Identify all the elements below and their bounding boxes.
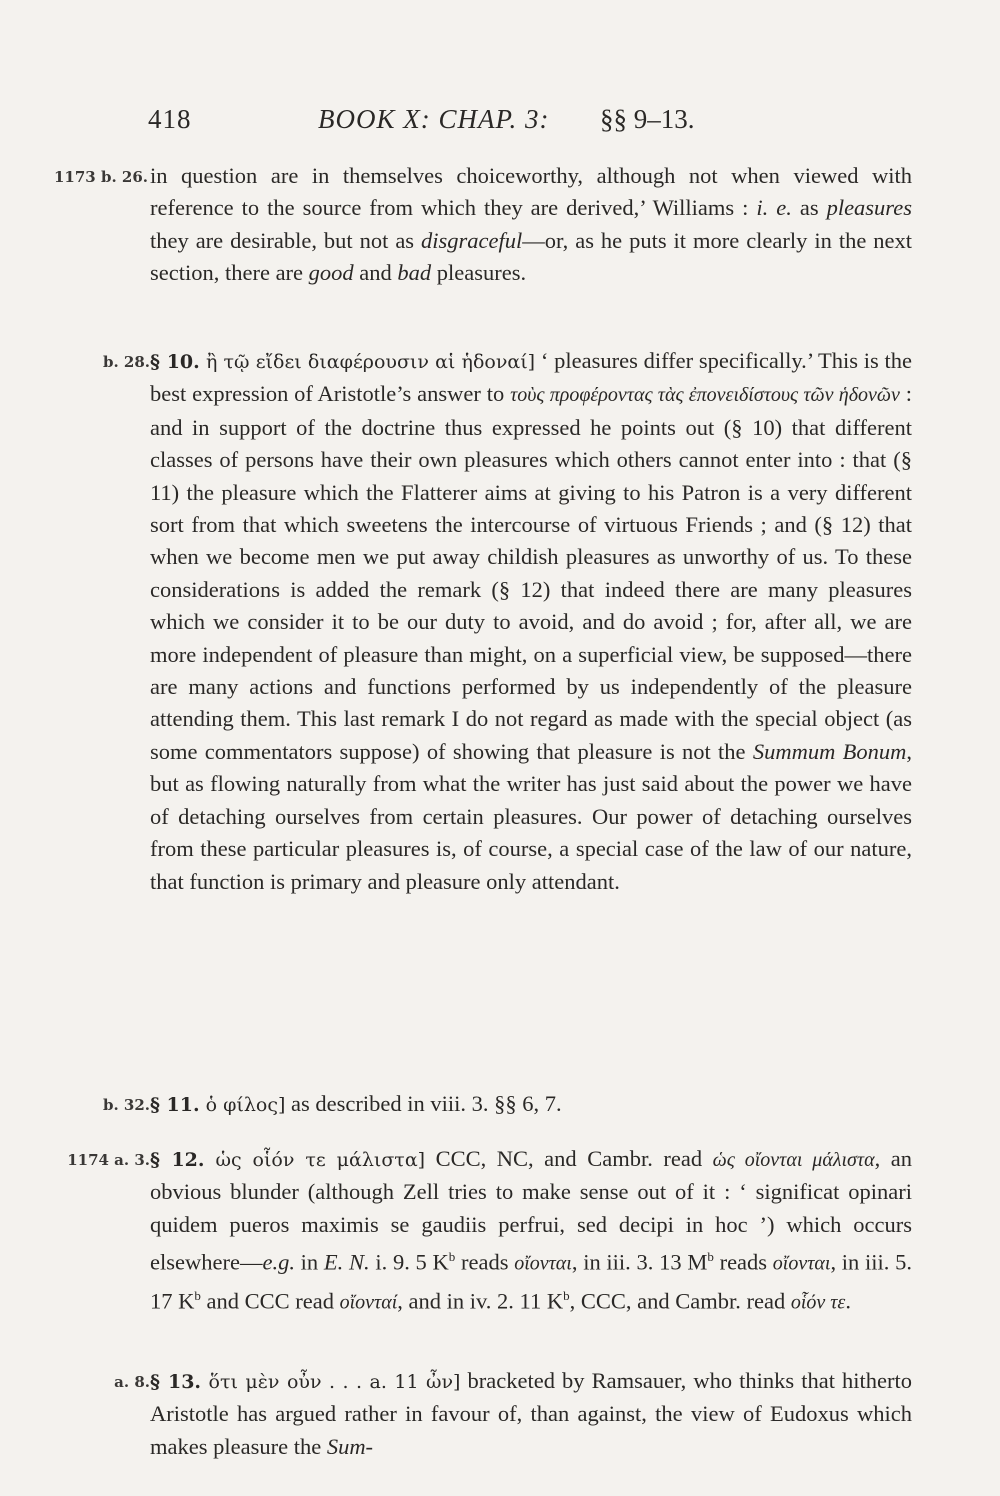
book-chapter-title: BOOK X: CHAP. 3:: [318, 104, 550, 134]
running-header: [148, 104, 748, 144]
page-number: 418: [148, 104, 192, 134]
note-text: § 12. ὡς οἷόν τε μάλιστα] CCC, NC, and Cambr. read ὡς οἴονται μάλιστα, an obvious blunder (although Zell tries to make sense out of it : ‘ significat opinari quidem pueros maximis se gaudiis perfrui, sed decipi in hoc ’) which occurs elsewhere—e.g. in E. N. i. 9. 5 $K^b$ reads οἴονται, in iii. 3. 13 $M^b$ reads οἴονται, in iii. 5. 17 $K^b$ and CCC read οἴονταί, and in iv. 2. 11 $K^b$, CCC, and Cambr. read οἷόν τε.: [150, 1146, 912, 1314]
line-reference: 1173 b. 26.: [54, 168, 148, 186]
line-reference: a. 8.: [114, 1373, 150, 1391]
note-text: § 11. ὁ φίλος] as described in viii. 3. §§ 6, 7.: [150, 1091, 562, 1116]
note-text: § 10. ἢ τῷ εἴδει διαφέρουσιν αἱ ἡδοναί] ‘ pleasures differ specifically.’ This is the best expression of Aristotle’s answer to τοὺς προφέροντας τὰς ἐπονειδίστους τῶν ἡδονῶν : and in support of the doctrine thus expressed he points out (§ 10) that different classes of persons have their own pleasures which others cannot enter into : that (§ 11) the pleasure which the Flatterer aims at giving to his Patron is a very different sort from that which sweetens the intercourse of virtuous Friends ; and (§ 12) that when we become men we put away childish pleasures as unworthy of us. To these considerations is added the remark (§ 12) that indeed there are many pleasures which we consider it to be our duty to avoid, and do avoid ; for, after all, we are more independent of pleasure than might, on a superficial view, be supposed—there are many actions and functions performed by us independently of the pleasure attending them. This last remark I do not regard as made with the special object (as some commentators suppose) of showing that pleasure is not the Summum Bonum, but as flowing naturally from what the writer has just said about the power we have of detaching ourselves from certain pleasures. Our power of detaching ourselves from these particular pleasures is, of course, a special case of the law of our nature, that function is primary and pleasure only attendant.: [150, 348, 913, 894]
line-reference: 1174 a. 3.: [67, 1151, 150, 1169]
note-text: in question are in themselves choiceworthy, although not when viewed with reference to the source from which they are derived,’ Williams : i. e. as pleasures they are desirable, but not as disgraceful—or, as he puts it more clearly in the next section, there are good and bad pleasures.: [150, 163, 912, 286]
section-range: §§ 9–13.: [600, 104, 695, 134]
line-reference: b. 32.: [102, 1096, 150, 1114]
note-text: § 13. ὅτι μὲν οὖν . . . a. 11 ὦν] bracketed by Ramsauer, who thinks that hitherto Aristotle has argued rather in favour of, than against, the view of Eudoxus which makes pleasure the Sum-: [150, 1368, 912, 1459]
line-reference: b. 28.: [102, 353, 150, 371]
